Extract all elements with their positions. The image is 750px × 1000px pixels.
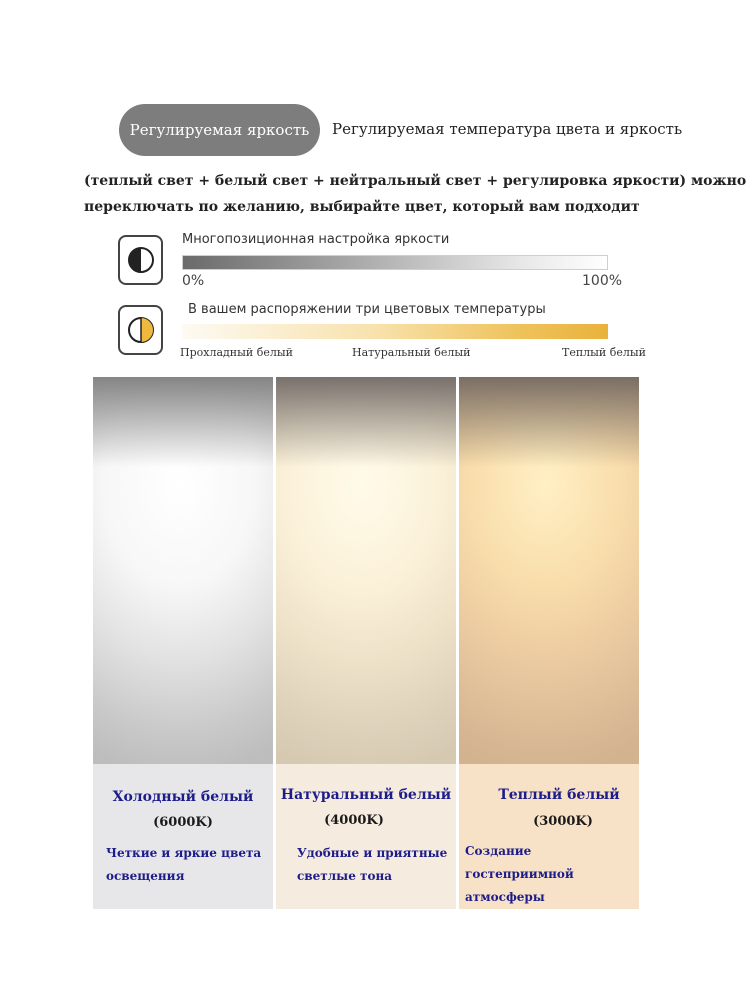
natural-white-desc-line-2: светлые тона: [297, 869, 393, 883]
natural-white-title: Натуральный белый: [280, 787, 452, 803]
panel-natural-white: [276, 377, 456, 909]
warm-white-description: [465, 840, 639, 909]
adjustable-brightness-badge: Регулируемая яркость: [119, 104, 320, 156]
temperature-gradient-bar: [182, 324, 608, 339]
warm-white-desc-line-2: атмосферы: [465, 890, 545, 904]
warm-white-light-photo: [459, 377, 639, 764]
natural-white-light-photo: [276, 377, 456, 764]
cold-white-desc-line-1: Четкие и яркие цвета: [106, 846, 262, 860]
description-line-1: (теплый свет + белый свет + нейтральный свет + регулировка яркости) можно: [84, 173, 747, 189]
temperature-label: В вашем распоряжении три цветовых температуры: [188, 302, 546, 317]
natural-white-kelvin: (4000K): [324, 813, 384, 828]
page-title: Регулируемая температура цвета и яркость: [332, 120, 683, 138]
description-line-2: переключать по желанию, выбирайте цвет, который вам подходит: [84, 199, 640, 215]
cold-white-desc-line-2: освещения: [106, 869, 185, 883]
warm-white-desc-line-1: Создание гостеприимной: [465, 844, 574, 881]
cold-white-light-photo: [93, 377, 273, 764]
natural-white-desc-line-1: Удобные и приятные: [297, 846, 448, 860]
cold-white-description: [106, 842, 261, 888]
half-moon-contrast-icon: [118, 235, 163, 285]
temperature-stop-natural: Натуральный белый: [352, 346, 471, 359]
brightness-label: Многопозиционная настройка яркости: [182, 232, 450, 247]
brightness-min-label: 0%: [182, 273, 205, 289]
brightness-max-label: 100%: [582, 273, 623, 289]
brightness-gradient-bar: [182, 255, 608, 270]
cold-white-kelvin: (6000K): [153, 815, 213, 830]
cold-white-title: Холодный белый: [112, 789, 254, 805]
warm-white-kelvin: (3000K): [533, 814, 593, 829]
temperature-stop-cool: Прохладный белый: [180, 346, 293, 359]
half-warm-circle-icon: [118, 305, 163, 355]
temperature-stop-warm: Теплый белый: [562, 346, 646, 359]
panel-warm-white: [459, 377, 639, 909]
panel-cold-white: [93, 377, 273, 909]
warm-white-title: Теплый белый: [498, 787, 620, 803]
description: [84, 168, 747, 220]
natural-white-description: [297, 842, 447, 888]
